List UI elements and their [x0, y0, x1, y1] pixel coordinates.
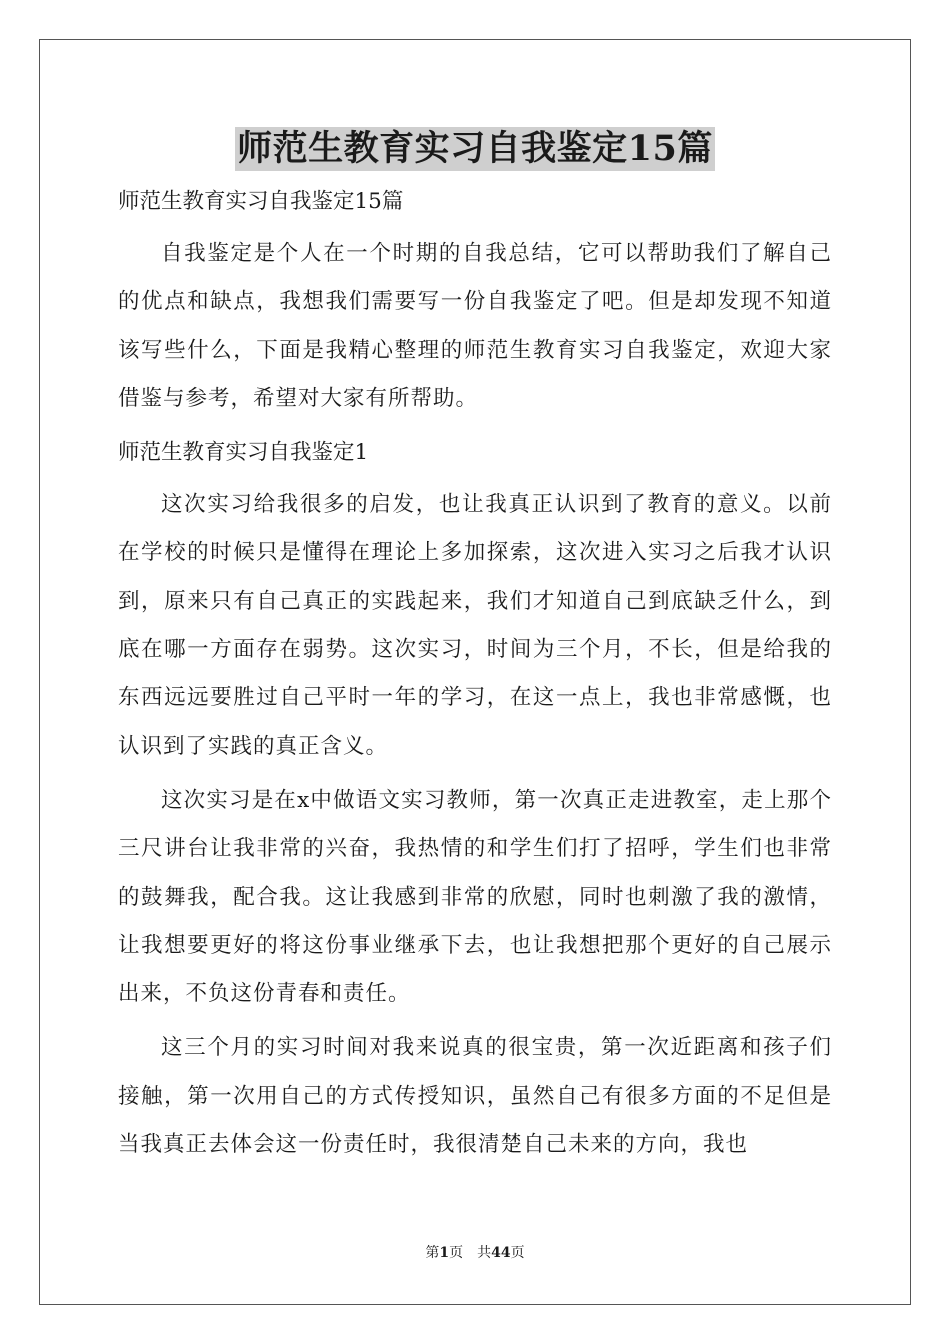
- body-paragraph: 这三个月的实习时间对我来说真的很宝贵，第一次近距离和孩子们接触，第一次用自己的方式传授知识，虽然自己有很多方面的不足但是当我真正去体会这一份责任时，我很清楚自己未来的方向，我也: [118, 1035, 832, 1158]
- footer-mid: 页 共: [449, 1245, 492, 1261]
- body-paragraph: 这次实习是在x中做语文实习教师，第一次真正走进教室，走上那个三尺讲台让我非常的兴奋，我热情的和学生们打了招呼，学生们也非常的鼓舞我，配合我。这让我感到非常的欣慰，同时也刺激了我的激情，让我想要更好的将这份事业继承下去，也让我想把那个更好的自己展示出来，不负这份青春和责任。: [118, 787, 832, 1007]
- footer-page-number: 1: [439, 1245, 450, 1261]
- document-subtitle: 师范生教育实习自我鉴定15篇: [118, 189, 404, 214]
- document-title: 师范生教育实习自我鉴定15篇: [237, 128, 713, 169]
- title-area: [0, 127, 950, 171]
- intro-paragraph: 自我鉴定是个人在一个时期的自我总结，它可以帮助我们了解自己的优点和缺点，我想我们需要写一份自我鉴定了吧。但是却发现不知道该写些什么，下面是我精心整理的师范生教育实习自我鉴定，欢迎大家借鉴与参考，希望对大家有所帮助。: [118, 241, 832, 411]
- document-body: [118, 178, 832, 1175]
- section-heading: 师范生教育实习自我鉴定1: [118, 440, 369, 466]
- footer-suffix: 页: [510, 1245, 525, 1261]
- body-paragraph: 这次实习给我很多的启发，也让我真正认识到了教育的意义。以前在学校的时候只是懂得在理论上多加探索，这次进入实习之后我才认识到，原来只有自己真正的实践起来，我们才知道自己到底缺乏什么，到底在哪一方面存在弱势。这次实习，时间为三个月，不长，但是给我的东西远远要胜过自己平时一年的学习，在这一点上，我也非常感慨，也认识到了实践的真正含义。: [118, 492, 832, 759]
- footer-prefix: 第: [425, 1245, 440, 1261]
- page-footer: [0, 1244, 950, 1262]
- footer-total-pages: 44: [491, 1245, 511, 1261]
